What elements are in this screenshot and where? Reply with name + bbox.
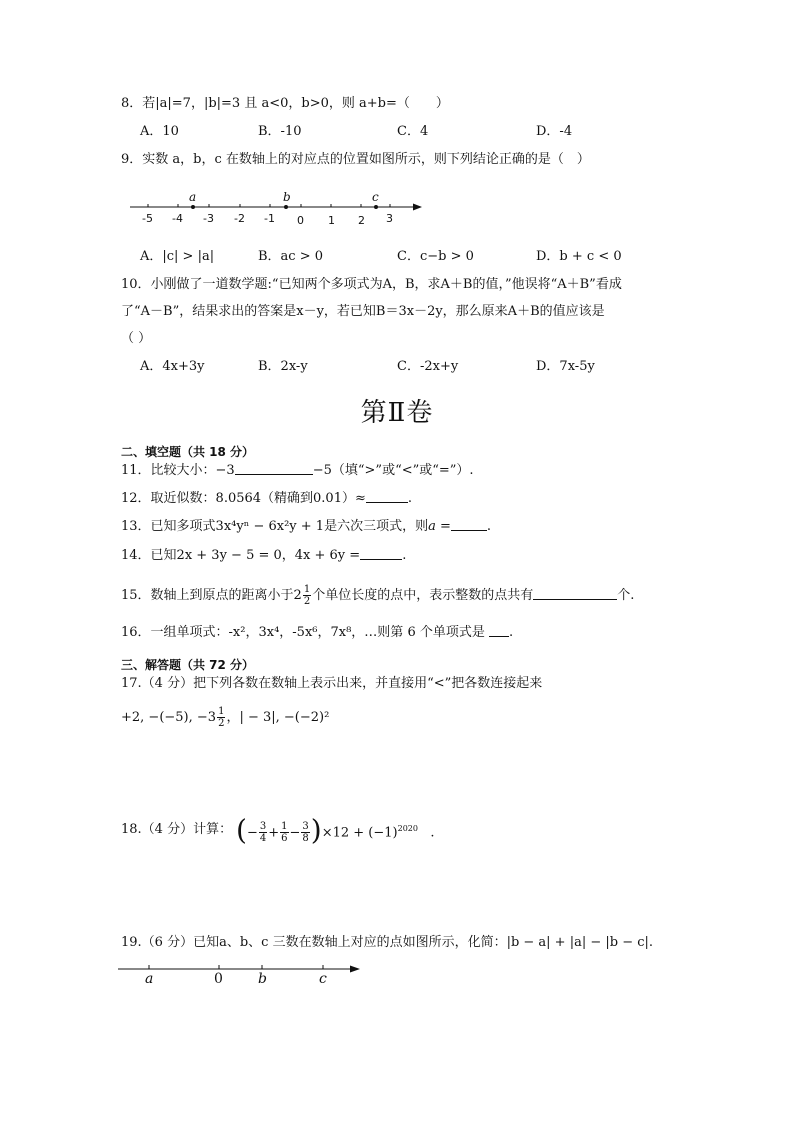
q11-text-tail: −5（填“>”或“<”或“=”）. xyxy=(312,463,474,478)
q16-text: 16．一组单项式：-x²，3x⁴，-5x⁶，7x⁸，…则第 6 个单项式是 xyxy=(121,625,485,640)
section-2-heading: 二、填空题（共 18 分） xyxy=(121,445,255,459)
q9-tick-label: 3 xyxy=(386,212,393,225)
q15-numerator: 1 xyxy=(303,584,311,595)
q17-numbers-text: +2, −(−5), −3 xyxy=(121,710,217,725)
q10-line-3: （ ） xyxy=(121,331,152,346)
q9-point-c xyxy=(374,205,378,209)
q9-tick-label: -2 xyxy=(234,212,245,225)
q18-frac-1: $\frac{3}{4}$ xyxy=(259,821,267,845)
q18-frac-2: $\frac{1}{6}$ xyxy=(281,821,288,845)
q9-tick-label: -3 xyxy=(203,212,214,225)
q16 xyxy=(121,624,513,641)
q17-numerator: 1 xyxy=(218,706,225,717)
q10-line-2: 了“A－B”，结果求出的答案是x－y，若已知B＝3x－2y，那么原来A＋B的值应该是 xyxy=(121,304,605,319)
q9-label-c: c xyxy=(372,190,379,204)
q8-option-c: C．4 xyxy=(397,124,429,139)
q9-option-c: C．c−b > 0 xyxy=(397,249,474,264)
q19-stem: 19.（6 分）已知a、b、c 三数在数轴上对应的点如图所示，化简：|b − a| + |a| − |b − c|. xyxy=(121,935,654,950)
q9-label-b: b xyxy=(283,190,291,204)
q9-point-b xyxy=(284,205,288,209)
q12 xyxy=(121,490,412,507)
q9-tick-label: -5 xyxy=(142,212,153,225)
q13-variable: a = xyxy=(428,519,451,534)
q11-answer-blank[interactable] xyxy=(235,462,313,475)
q14 xyxy=(121,547,406,564)
q16-text-tail: . xyxy=(509,625,514,640)
q9-tick-label: -1 xyxy=(264,212,275,225)
q15-text: 15．数轴上到原点的距离小于2 xyxy=(121,588,302,603)
q15 xyxy=(121,584,634,608)
q10-option-b: B．2x-y xyxy=(258,359,308,374)
q9-tick-label: 2 xyxy=(358,214,365,227)
q10-line-1: 10．小刚做了一道数学题:“已知两个多项式为A，B，求A＋B的值，”他误将“A＋B”看成 xyxy=(121,277,622,292)
q19-label-a: a xyxy=(145,971,154,987)
q14-text-tail: . xyxy=(402,548,407,563)
q13-answer-blank[interactable] xyxy=(451,518,487,531)
section-3-heading: 三、解答题（共 72 分） xyxy=(121,658,255,672)
q8-option-a: A．10 xyxy=(140,124,179,139)
volume-title: 第Ⅱ卷 xyxy=(360,398,434,428)
q18-exponent: 2020 xyxy=(397,824,418,833)
q17-numbers-tail: ，| − 3|, −(−2)² xyxy=(226,710,330,725)
q9-option-d: D．b + c < 0 xyxy=(536,249,622,264)
q19-label-c: c xyxy=(319,971,327,987)
q13 xyxy=(121,518,491,535)
q14-text: 14．已知2x + 3y − 5 = 0，4x + 6y = xyxy=(121,548,361,563)
q18-expression-tail: ×12 + (−1) xyxy=(321,825,398,841)
q8-option-b: B．-10 xyxy=(258,124,302,139)
q18-expression: (− $\frac{3}{4}$ + $\frac{1}{6}$ − $\frac{3}{8}$ )$\times 12 + (-1)^{2020}$ . xyxy=(236,813,435,847)
q8-stem: 8．若|a|=7，|b|=3 且 a<0，b>0，则 a+b=（ ） xyxy=(121,96,449,111)
q9-point-a xyxy=(191,205,195,209)
q17-numbers xyxy=(121,706,329,730)
q9-stem: 9．实数 a，b，c 在数轴上的对应点的位置如图所示，则下列结论正确的是（ ） xyxy=(121,152,590,167)
q11-text: 11．比较大小：−3 xyxy=(121,463,235,478)
q8-option-d: D．-4 xyxy=(536,124,573,139)
q12-answer-blank[interactable] xyxy=(366,490,408,503)
q9-tick-label: 1 xyxy=(328,214,335,227)
q10-option-c: C．-2x+y xyxy=(397,359,459,374)
q19-label-zero: 0 xyxy=(214,971,223,987)
q18-stem: 18.（4 分）计算： xyxy=(121,822,233,837)
q13-text-tail: . xyxy=(486,519,491,534)
q11 xyxy=(121,462,474,479)
q19-number-line xyxy=(118,960,368,980)
q10-option-a: A．4x+3y xyxy=(140,359,205,374)
q17-denominator: 2 xyxy=(218,718,225,729)
q15-answer-blank[interactable] xyxy=(533,587,617,600)
q13-text: 13．已知多项式3x⁴yⁿ − 6x²y + 1是六次三项式，则 xyxy=(121,519,429,534)
q19-label-b: b xyxy=(258,971,267,987)
q18-frac-3: $\frac{3}{8}$ xyxy=(302,821,309,845)
q9-label-a: a xyxy=(189,190,197,204)
q18-period: . xyxy=(430,825,435,841)
q10-option-d: D．7x-5y xyxy=(536,359,595,374)
q15-text-tail: 个. xyxy=(617,588,635,603)
q9-tick-label: -4 xyxy=(172,212,183,225)
q9-option-a: A．|c| > |a| xyxy=(140,249,215,264)
q9-option-b: B．ac > 0 xyxy=(258,249,324,264)
q17-fraction xyxy=(217,706,225,729)
q14-answer-blank[interactable] xyxy=(360,547,402,560)
q17-stem: 17.（4 分）把下列各数在数轴上表示出来，并直接用“<”把各数连接起来 xyxy=(121,676,543,691)
q18-left-paren: ( xyxy=(236,813,247,847)
q12-text: 12．取近似数：8.0564（精确到0.01）≈ xyxy=(121,491,366,506)
q15-fraction xyxy=(303,584,311,607)
q15-denominator: 2 xyxy=(303,596,311,607)
q9-tick-label: 0 xyxy=(297,214,304,227)
q12-text-tail: . xyxy=(407,491,413,506)
q18-right-paren: ) xyxy=(310,813,322,847)
q16-answer-blank[interactable] xyxy=(489,624,509,637)
q15-text-mid: 个单位长度的点中，表示整数的点共有 xyxy=(312,588,534,603)
